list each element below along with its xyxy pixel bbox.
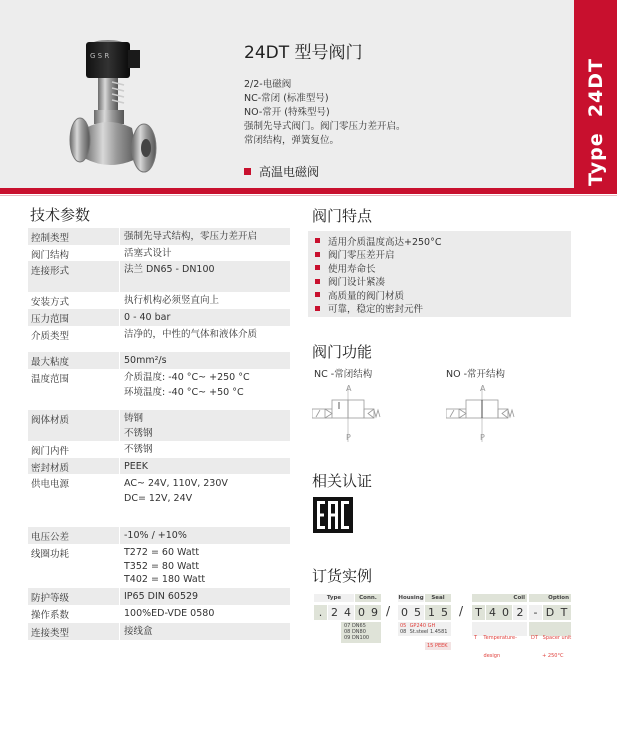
spec-row: 压力范围 0 - 40 bar — [28, 309, 290, 326]
seal-note: 15 PEEK — [425, 642, 451, 650]
code-digit: D — [543, 605, 557, 620]
code-digit: 0 — [355, 605, 368, 620]
housing-notes: 05 GP240 GH 08 St.steel 1.4581 — [398, 622, 451, 636]
type-header: Type — [314, 594, 354, 602]
spec-row: 线圈功耗 T272 = 60 Watt T352 = 80 Watt T402 = 180 Watt — [28, 544, 290, 588]
spec-row: 密封材质 PEEK — [28, 458, 290, 474]
conn-header: Conn. — [355, 594, 381, 602]
port-a-label: A — [346, 384, 352, 393]
port-p-label: P — [480, 433, 485, 442]
code-digit: 4 — [486, 605, 499, 620]
spec-row: 防护等级 IP65 DIN 60529 — [28, 588, 290, 605]
type-tab-label: Type 24DT — [584, 58, 607, 186]
code-digit: . — [314, 605, 327, 620]
nc-label: NC -常闭结构 — [314, 369, 373, 380]
red-square-bullet-icon — [315, 238, 320, 243]
code-digit: 2 — [513, 605, 527, 620]
category-tag: 高温电磁阀 — [244, 163, 319, 180]
port-a-label: A — [480, 384, 486, 393]
option-note: DT Spacer unit + 250°C — [529, 622, 571, 636]
red-square-bullet-icon — [315, 292, 320, 297]
coil-note: T Temperature- design — [472, 622, 527, 636]
code-digit: 0 — [499, 605, 512, 620]
eac-mark-icon — [313, 497, 353, 533]
coil-header: Coil — [472, 594, 527, 602]
red-square-bullet-icon — [315, 265, 320, 270]
spec-row: 连接形式 法兰 DN65 - DN100 — [28, 261, 290, 292]
valve-description: 强制先导式阀门。阀门零压力差开启。 常闭结构，弹簧复位。 — [244, 121, 406, 146]
no-label: NO -常开结构 — [446, 369, 506, 380]
features-title: 阀门特点 — [312, 207, 373, 225]
certification-title: 相关认证 — [312, 472, 373, 490]
features-list — [308, 231, 571, 317]
list-item: 可靠，稳定的密封元件 — [315, 302, 571, 316]
spec-row: 阀体材质 铸钢 不锈钢 — [28, 410, 290, 441]
valve-product-image — [66, 36, 166, 184]
red-square-bullet-icon — [315, 279, 320, 284]
housing-header: Housing — [398, 595, 424, 601]
red-square-bullet-icon — [315, 306, 320, 311]
spec-row: 最大粘度 50mm²/s — [28, 352, 290, 369]
code-separator: / — [386, 604, 391, 618]
list-item: 使用寿命长 — [315, 261, 571, 275]
spec-row: 安装方式 执行机构必须竖直向上 — [28, 292, 290, 309]
svg-text:G S R: G S R — [90, 52, 110, 60]
code-separator: / — [459, 604, 464, 618]
spec-row: 阀门内件 不锈钢 — [28, 441, 290, 458]
code-digit: 5 — [438, 605, 451, 620]
list-item: 适用介质温度高达+250°C — [315, 234, 571, 248]
red-square-bullet-icon — [244, 168, 251, 175]
header-divider — [0, 188, 617, 194]
code-digit: - — [529, 605, 542, 620]
code-digit: 9 — [368, 605, 381, 620]
spec-row: 供电电源 AC~ 24V, 110V, 230V DC= 12V, 24V — [28, 474, 290, 527]
ordering-title: 订货实例 — [312, 567, 373, 585]
spec-table — [28, 228, 290, 640]
spec-row: 控制类型 强制先导式结构，零压力差开启 — [28, 228, 290, 245]
list-item: 高质量的阀门材质 — [315, 288, 571, 302]
spec-row: 温度范围 介质温度: -40 °C~ +250 °C 环境温度: -40 °C~ +50 °C — [28, 369, 290, 410]
list-item: 阀门设计紧凑 — [315, 275, 571, 289]
header-divider-thin — [0, 195, 617, 196]
list-item: 阀门零压差开启 — [315, 248, 571, 262]
port-p-label: P — [346, 433, 351, 442]
code-digit: 5 — [411, 605, 424, 620]
code-digit: T — [557, 605, 571, 620]
code-digit: 2 — [328, 605, 341, 620]
specs-title: 技术参数 — [30, 206, 91, 224]
code-digit: 1 — [425, 605, 438, 620]
spec-row: 连接类型 接线盒 — [28, 623, 290, 640]
code-digit: 4 — [341, 605, 354, 620]
valve-type-summary: 2/2-电磁阀 NC-常闭 (标准型号) NO-常开 (特殊型号) — [244, 79, 330, 118]
spec-row: 电压公差 -10% / +10% — [28, 527, 290, 544]
spec-row: 阀门结构 活塞式设计 — [28, 245, 290, 261]
seal-header: Seal — [425, 594, 451, 602]
code-digit: T — [472, 605, 485, 620]
spec-row: 介质类型 洁净的，中性的气体和液体介质 — [28, 326, 290, 352]
code-digit: 0 — [398, 605, 411, 620]
functions-title: 阀门功能 — [312, 343, 373, 361]
red-square-bullet-icon — [315, 252, 320, 257]
conn-notes: 07 DN65 08 DN80 09 DN100 — [341, 622, 381, 643]
spec-row: 操作系数 100%ED-VDE 0580 — [28, 605, 290, 623]
page-title: 24DT 型号阀门 — [244, 43, 363, 63]
option-header: Option — [529, 594, 571, 602]
